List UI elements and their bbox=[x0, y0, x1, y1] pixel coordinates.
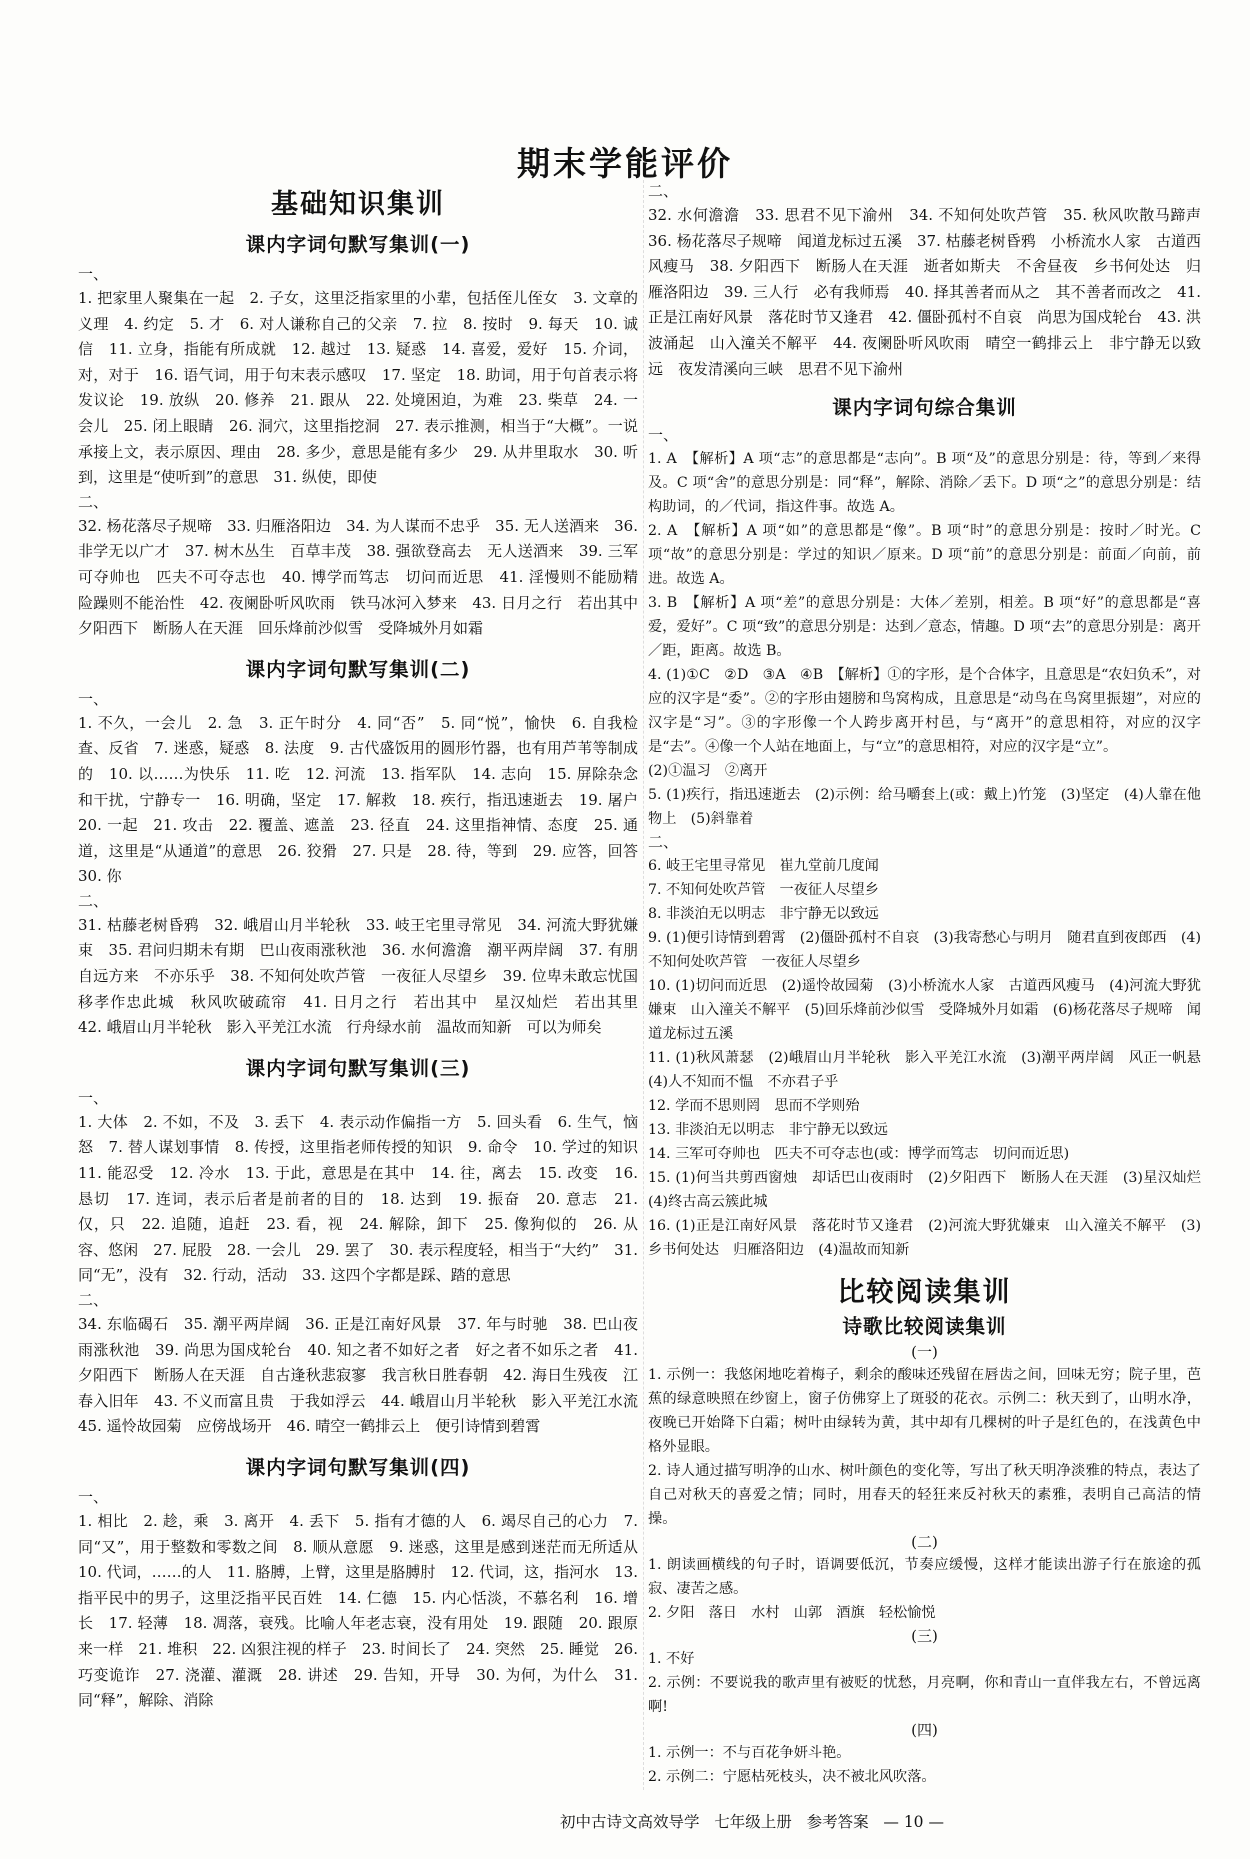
footer-book-title: 初中古诗文高效导学 bbox=[560, 1813, 700, 1831]
part-marker: 二、 bbox=[78, 891, 109, 910]
answer-paragraph: 1. 不久，一会儿 2. 急 3. 正午时分 4. 同“否” 5. 同“悦”，愉快 6. 自我检查、反省 7. 迷惑，疑惑 8. 法度 9. 古代盛饭用的圆形竹器，也有用芦苇等制成的 10. 以……为快乐 11. 吃 12. 河流 13. 指军队 14. 志向 15. 屏除杂念和干扰，宁静专一 16. 明确，坚定 17. 解救 18. 疾行，指迅速逝去 19. 屠户 20. 一起 21. 攻击 22. 覆盖、遮盖 23. 径直 24. 这里指神情、态度 25. 通道，这里是“从通道”的意思 26. 狡猾 27. 只是 28. 待，等到 29. 应答，回答 30. 你 bbox=[78, 713, 654, 886]
comparative-reading-heading: 比较阅读集训 bbox=[837, 1277, 1012, 1309]
footer-grade: 七年级上册 bbox=[714, 1813, 792, 1831]
answer-item: 1. A 【解析】A 项“志”的意思都是“志向”。B 项“及”的意思分别是：待，等到／来得及。C 项“舍”的意思分别是：同“释”，解除、消除／丢下。D 项“之”的意思分别是：结构助词，的／代词，指这件事。故选 A。 bbox=[648, 451, 1201, 516]
answer-item: 2. A 【解析】A 项“如”的意思都是“像”。B 项“时”的意思分别是：按时／时光。C 项“故”的意思分别是：学过的知识／原来。D 项“前”的意思分别是：前面／向前，前进。故选 A。 bbox=[648, 523, 1206, 588]
answer-item: 12. 学而不思则罔 思而不学则殆 bbox=[648, 1098, 860, 1115]
part-marker: 一、 bbox=[78, 1487, 109, 1506]
right-column bbox=[648, 180, 1217, 1789]
section-title-1: 课内字词句默写集训(一) bbox=[245, 233, 471, 256]
answer-item: 6. 岐王宅里寻常见 崔九堂前几度闻 bbox=[648, 858, 879, 875]
answer-paragraph: 32. 水何澹澹 33. 思君不见下渝州 34. 不知何处吹芦管 35. 秋风吹散马蹄声 36. 杨花落尽子规啼 闻道龙标过五溪 37. 枯藤老树昏鸦 小桥流水人家 古道西风瘦马 38. 夕阳西下 断肠人在天涯 逝者如斯夫 不舍昼夜 乡书何处达 归雁洛阳边 39. 三人行 必有我师焉 40. 择其善者而从之 其不善者而改之 41. 正是江南好风景 落花时节又逢君 42. 僵卧孤村不自哀 尚思为国戍轮台 43. 洪波涌起 山入潼关不解平 44. 夜阑卧听风吹雨 晴空一鹤排云上 非宁静无以致远 夜发清溪向三峡 思君不见下渝州 bbox=[648, 206, 1217, 378]
answer-item: 10. (1)切问而近思 (2)遥怜故园菊 (3)小桥流水人家 古道西风瘦马 (4)河流大野犹嫌束 山入潼关不解平 (5)回乐烽前沙似雪 受降城外月如霜 (6)杨花落尽子规啼 闻道龙标过五溪 bbox=[648, 978, 1201, 1043]
answer-paragraph: 34. 东临碣石 35. 潮平两岸阔 36. 正是江南好风景 37. 年与时驰 38. 巴山夜雨涨秋池 39. 尚思为国戍轮台 40. 知之者不如好之者 好之者不如乐之者 41. 夕阳西下 断肠人在天涯 自古逢秋悲寂寥 我言秋日胜春朝 42. 海日生残夜 江春入旧年 43. 不义而富且贵 于我如浮云 44. 峨眉山月半轮秋 影入平羌江水流 45. 遥怜故园菊 应傍战场开 46. 晴空一鹤排云上 便引诗情到碧霄 bbox=[78, 1315, 654, 1436]
answer-item: 2. 示例二：宁愿枯死枝头，决不被北风吹落。 bbox=[648, 1769, 936, 1786]
answer-paragraph: 1. 把家里人聚集在一起 2. 子女，这里泛指家里的小辈，包括侄儿侄女 3. 文章的义理 4. 约定 5. 才 6. 对人谦称自己的父亲 7. 拉 8. 按时 9. 每天 10. 诚信 11. 立身，指能有所成就 12. 越过 13. 疑惑 14. 喜爱，爱好 15. 介词，对，对于 16. 语气词，用于句末表示感叹 17. 坚定 18. 助词，用于句首表示将发议论 19. 放纵 20. 修养 21. 跟从 22. 处境困迫，为难 23. 柴草 24. 一会儿 25. 闭上眼睛 26. 洞穴，这里指挖洞 27. 表示推测，相当于“大概”。一说承接上文，表示原因、理由 28. 多少，意思是能有多少 29. 从井里取水 30. 听到，这里是“使听到”的意思 31. 纵使，即使 bbox=[78, 289, 638, 487]
basic-knowledge-heading: 基础知识集训 bbox=[271, 189, 445, 220]
answer-paragraph: 32. 杨花落尽子规啼 33. 归雁洛阳边 34. 为人谋而不忠乎 35. 无人送酒来 36. 非学无以广才 37. 树木丛生 百草丰茂 38. 强欲登高去 无人送酒来 39. 三军可夺帅也 匹夫不可夺志也 40. 博学而笃志 切问而近思 41. 淫慢则不能励精 险躁则不能治性 42. 夜阑卧听风吹雨 铁马冰河入梦来 43. 日月之行 若出其中 夕阳西下 断肠人在天涯 回乐烽前沙似雪 受降城外月如霜 bbox=[78, 516, 654, 638]
part-marker: 一、 bbox=[648, 426, 679, 445]
answer-item: 3. B 【解析】A 项“差”的意思分别是：大体／差别，相差。B 项“好”的意思都是“喜爱，爱好”。C 项“致”的意思分别是：达到／意态，情趣。D 项“去”的意思分别是：离开／距，距离。故选 B。 bbox=[648, 595, 1201, 660]
part-marker: 一、 bbox=[78, 1088, 109, 1107]
answer-item: 1. 示例一：我悠闲地吃着梅子，剩余的酸味还残留在唇齿之间，回味无穷；院子里，芭蕉的绿意映照在纱窗上，窗子仿佛穿上了斑驳的花衣。示例二：秋天到了，山明水净，夜晚已开始降下白霜；树叶由绿转为黄，其中却有几棵树的叶子是红色的，在浅黄色中格外显眼。 bbox=[648, 1367, 1201, 1456]
part-marker: 二、 bbox=[648, 833, 679, 852]
answer-item: 2. 夕阳 落日 水村 山郭 酒旗 轻松愉悦 bbox=[648, 1605, 936, 1622]
answer-paragraph: 1. 大体 2. 不如，不及 3. 丢下 4. 表示动作偏指一方 5. 回头看 6. 生气，恼怒 7. 替人谋划事情 8. 传授，这里指老师传授的知识 9. 命令 10. 学过的知识 11. 能忍受 12. 冷水 13. 于此，意思是在其中 14. 往，离去 15. 改变 16. 恳切 17. 连词，表示后者是前者的目的 18. 达到 19. 振奋 20. 意志 21. 仅，只 22. 追随，追赶 23. 看，视 24. 解除，卸下 25. 像狗似的 26. 从容、悠闲 27. 屁股 28. 一会儿 29. 罢了 30. 表示程度轻，相当于“大约” 31. 同“无”，没有 32. 行动，活动 33. 这四个字都是踩、踏的意思 bbox=[78, 1112, 654, 1285]
answer-item: 15. (1)何当共剪西窗烛 却话巴山夜雨时 (2)夕阳西下 断肠人在天涯 (3)星汉灿烂 (4)终古高云簇此城 bbox=[648, 1170, 1216, 1211]
section-title-6: 诗歌比较阅读集训 bbox=[842, 1315, 1007, 1339]
page-title: 期末学能评价 bbox=[517, 144, 733, 183]
answer-item: 1. 不好 bbox=[648, 1651, 695, 1668]
question-number: (四) bbox=[911, 1721, 938, 1740]
part-marker: 一、 bbox=[78, 689, 109, 708]
question-number: (二) bbox=[911, 1533, 938, 1552]
part-marker: 一、 bbox=[78, 265, 109, 283]
answer-item: 2. 示例：不要说我的歌声里有被贬的忧愁，月亮啊，你和青山一直伴我左右，不曾远离啊! bbox=[648, 1675, 1201, 1716]
answer-item: 4. (1)①C ②D ③A ④B 【解析】①的字形，是个合体字，且意思是“农妇负禾”，对应的汉字是“委”。②的字形由翅膀和鸟窝构成，且意思是“动鸟在鸟窝里振翅”，对应的汉字是“习”。③的字形像一个人跨步离开村邑，与“离开”的意思相符，对应的汉字是“去”。④像一个人站在地面上，与“立”的意思相符，对应的汉字是“立”。 bbox=[648, 667, 1201, 756]
answer-paragraph: 1. 相比 2. 趁，乘 3. 离开 4. 丢下 5. 指有才德的人 6. 竭尽自己的心力 7. 同“又”，用于整数和零数之间 8. 顺从意愿 9. 迷惑，这里是感到迷茫而无所适从 10. 代词，……的人 11. 胳膊，上臂，这里是胳膊肘 12. 代词，这，指河水 13. 指平民中的男子，这里泛指平民百姓 14. 仁德 15. 内心恬淡，不慕名利 16. 增长 17. 轻薄 18. 凋落，衰残。比喻人年老志衰，没有用处 19. 跟随 20. 跟原来一样 21. 堆积 22. 凶狠注视的样子 23. 时间长了 24. 突然 25. 睡觉 26. 巧变诡诈 27. 浇灌、灌溉 28. 讲述 29. 告知，开导 30. 为何，为什么 31. 同“释”，解除、消除 bbox=[78, 1511, 654, 1710]
answer-item: 7. 不知何处吹芦管 一夜征人尽望乡 bbox=[648, 882, 879, 899]
left-column bbox=[78, 178, 654, 1714]
answer-item: 1. 朗读画横线的句子时，语调要低沉，节奏应缓慢，这样才能读出游子行在旅途的孤寂、凄苦之感。 bbox=[648, 1557, 1201, 1598]
question-number: (三) bbox=[911, 1627, 938, 1646]
part-marker: 二、 bbox=[648, 182, 679, 200]
answer-item: 5. (1)疾行，指迅速逝去 (2)示例：给马嚼套上(或：戴上)竹笼 (3)坚定 (4)人靠在他物上 (5)斜靠着 bbox=[648, 787, 1201, 828]
answer-item: 9. (1)便引诗情到碧霄 (2)僵卧孤村不自哀 (3)我寄愁心与明月 随君直到夜郎西 (4)不知何处吹芦管 一夜征人尽望乡 bbox=[648, 930, 1201, 971]
part-marker: 二、 bbox=[78, 1291, 109, 1309]
answer-item: 13. 非淡泊无以明志 非宁静无以致远 bbox=[648, 1122, 888, 1139]
answer-paragraph: 31. 枯藤老树昏鸦 32. 峨眉山月半轮秋 33. 岐王宅里寻常见 34. 河流大野犹嫌束 35. 君问归期未有期 巴山夜雨涨秋池 36. 水何澹澹 潮平两岸阔 37. 有朋自远方来 不亦乐乎 38. 不知何处吹芦管 一夜征人尽望乡 39. 位卑未敢忘忧国 移孝作忠此城 秋风吹破疏帘 41. 日月之行 若出其中 星汉灿烂 若出其里 42. 峨眉山月半轮秋 影入平羌江水流 行舟绿水前 温故而知新 可以为师矣 bbox=[78, 915, 654, 1037]
answer-item: 2. 诗人通过描写明净的山水、树叶颜色的变化等，写出了秋天明净淡雅的特点，表达了自己对秋天的喜爱之情；同时，用春天的轻狂来反衬秋天的素雅，表明自己高洁的情操。 bbox=[648, 1463, 1201, 1528]
section-title-5: 课内字词句综合集训 bbox=[832, 396, 1017, 420]
answer-item: 16. (1)正是江南好风景 落花时节又逢君 (2)河流大野犹嫌束 山入潼关不解平 (3)乡书何处达 归雁洛阳边 (4)温故而知新 bbox=[648, 1218, 1201, 1259]
answer-item: 8. 非淡泊无以明志 非宁静无以致远 bbox=[648, 906, 879, 923]
answer-item: 1. 示例一：不与百花争妍斗艳。 bbox=[648, 1745, 851, 1762]
section-title-2: 课内字词句默写集训(二) bbox=[245, 657, 471, 681]
part-marker: 二、 bbox=[78, 492, 109, 511]
section-title-4: 课内字词句默写集训(四) bbox=[245, 1455, 471, 1479]
answer-item: (2)①温习 ②离开 bbox=[648, 763, 768, 780]
answer-item: 14. 三军可夺帅也 匹夫不可夺志也(或：博学而笃志 切问而近思) bbox=[648, 1146, 1070, 1163]
answer-item: 11. (1)秋风萧瑟 (2)峨眉山月半轮秋 影入平羌江水流 (3)潮平两岸阔 风正一帆悬 (4)人不知而不愠 不亦君子乎 bbox=[648, 1050, 1216, 1091]
footer-section: 参考答案 bbox=[806, 1813, 869, 1831]
question-number: (一) bbox=[911, 1343, 938, 1362]
section-title-3: 课内字词句默写集训(三) bbox=[245, 1056, 471, 1080]
page-footer bbox=[560, 1810, 944, 1832]
page-number: — 10 — bbox=[883, 1813, 944, 1831]
